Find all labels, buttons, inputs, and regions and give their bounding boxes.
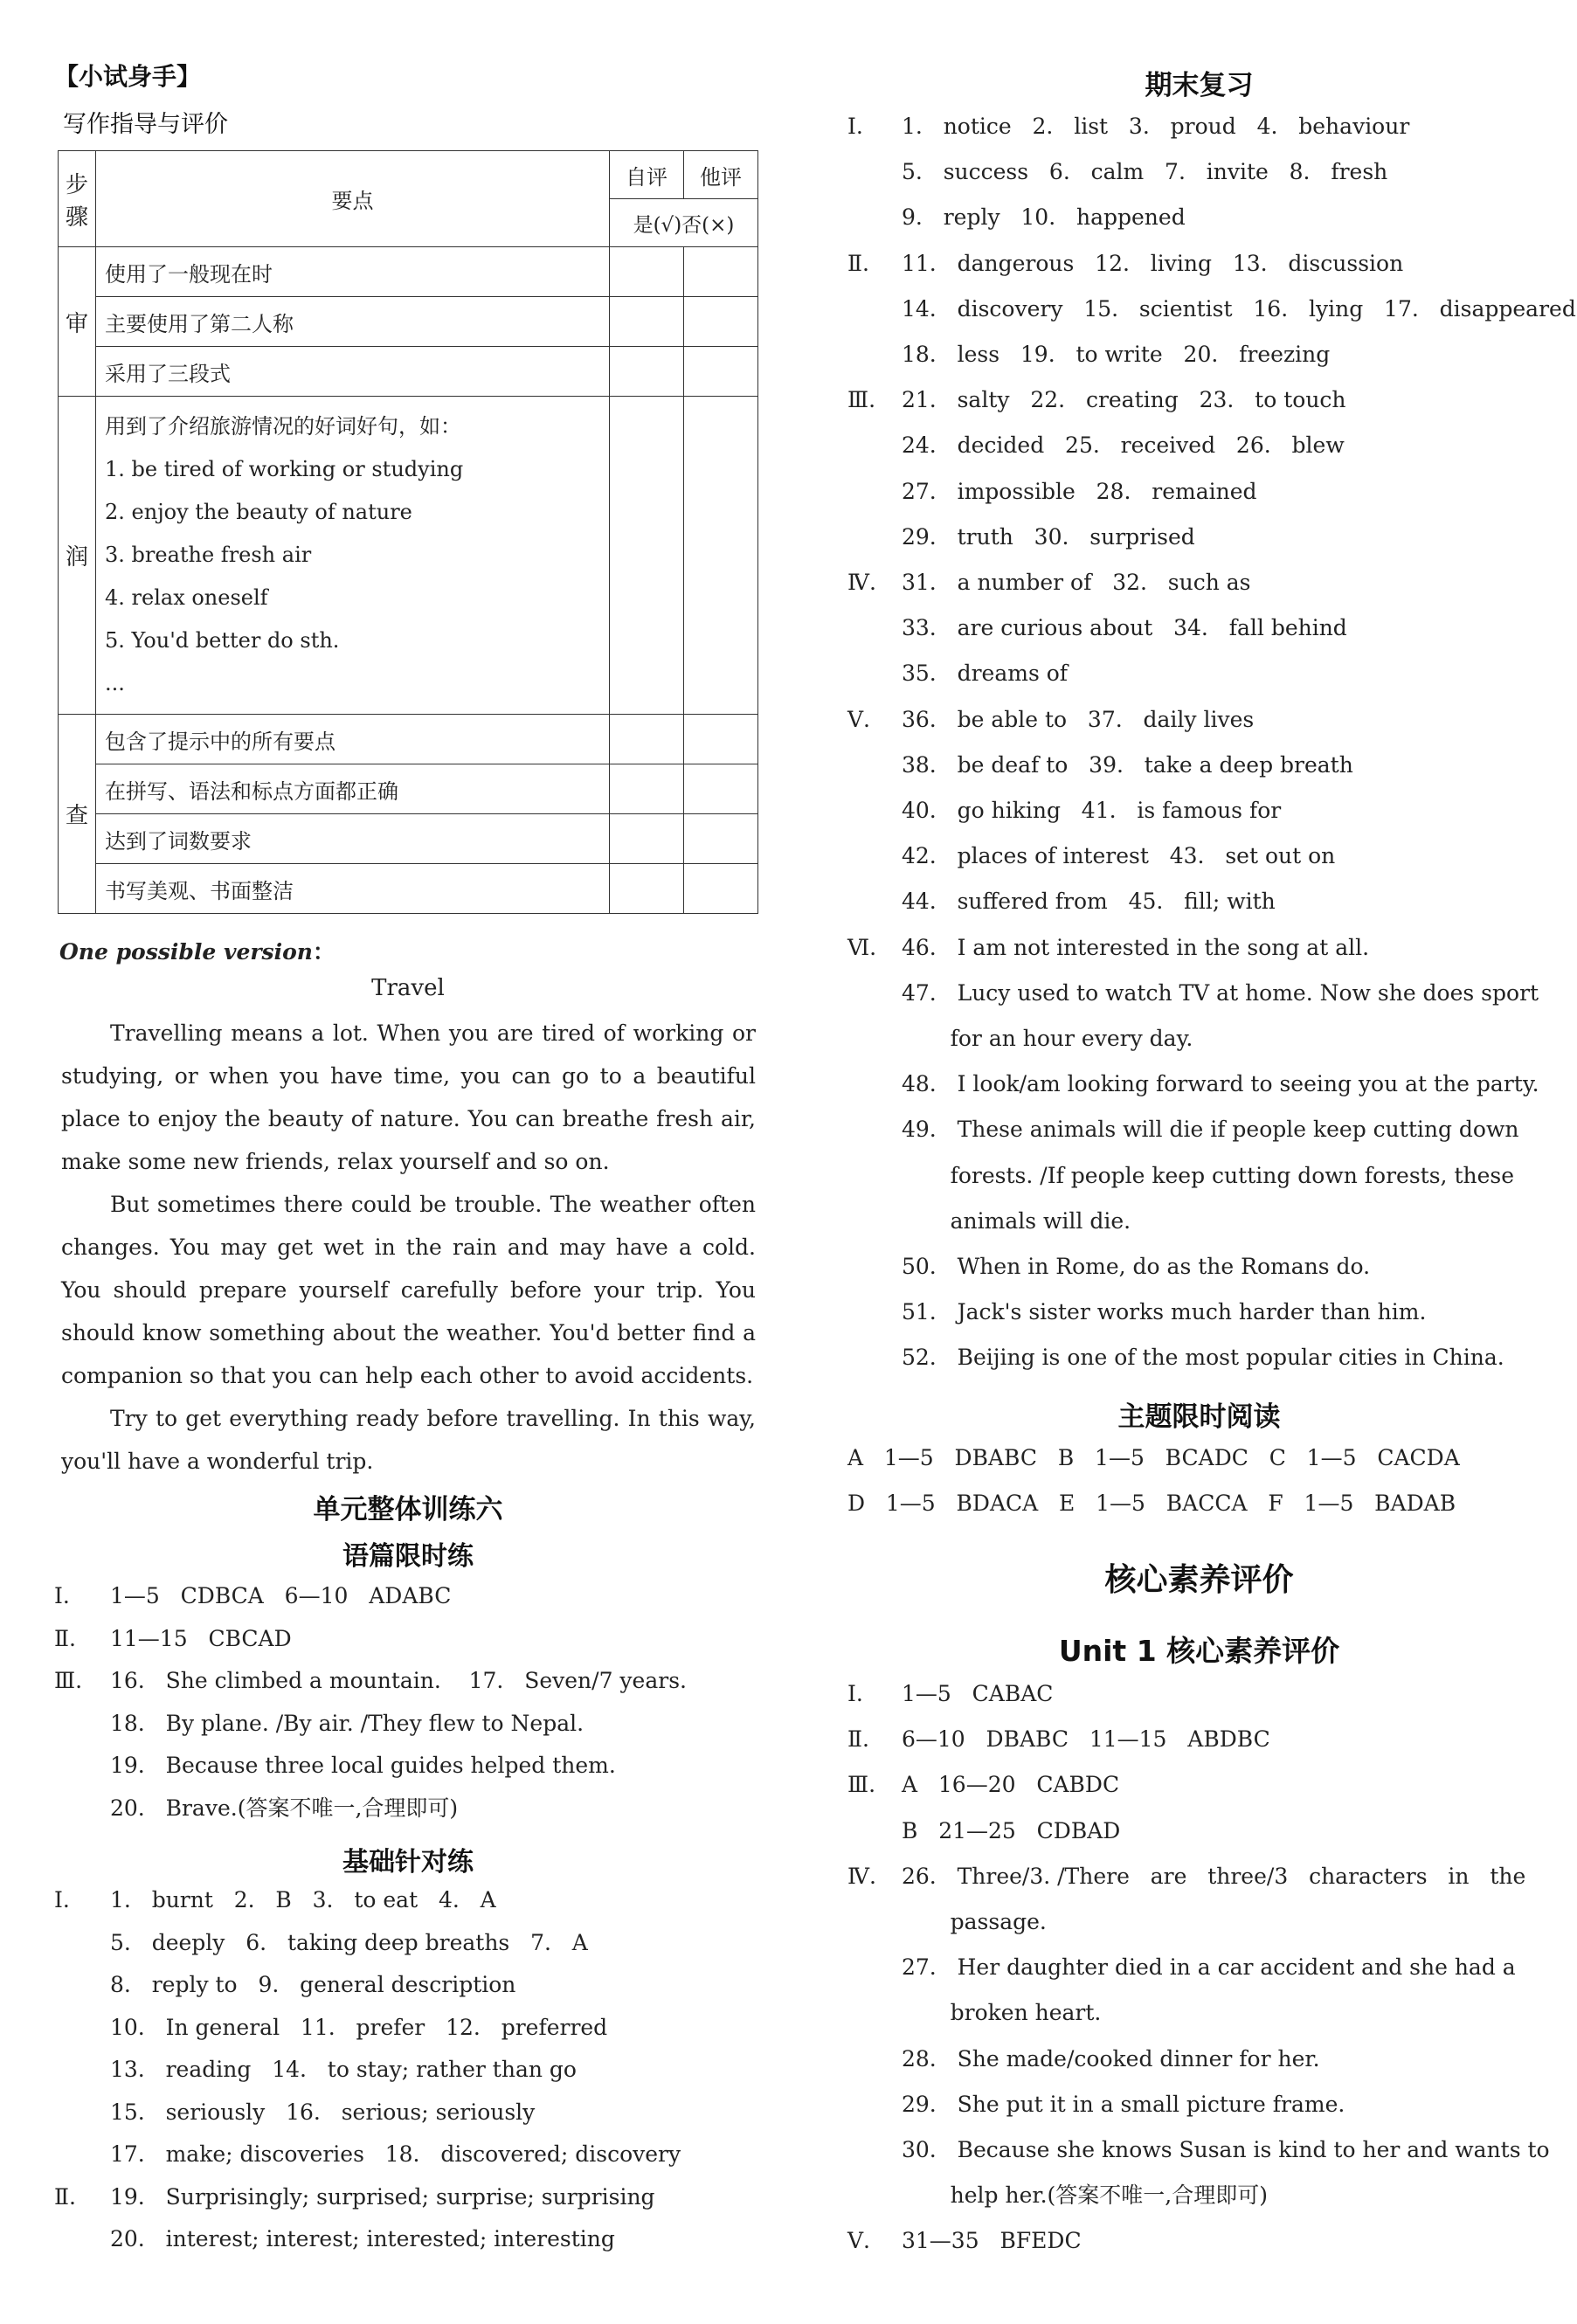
answer-text: 47. Lucy used to watch TV at home. Now she does sport <box>902 979 1539 1006</box>
answer-text: animals will die. <box>902 1207 1131 1234</box>
table-item: 书写美观、书面整洁 <box>96 864 610 914</box>
theme-reading-title: 主题限时阅读 <box>1117 1401 1281 1433</box>
table-item: 主要使用了第二人称 <box>96 297 610 347</box>
answer-text: 13. reading 14. to stay; rather than go <box>110 2057 577 2082</box>
essay-paragraph: But sometimes there could be trouble. The weather often changes. You may get wet in the rain and may have a cold. You should prepare yourself carefully before your trip. You should know something about the weather. You'd better find a companion so that you can help each other to avoid accidents. <box>61 1192 756 1388</box>
answer-line <box>847 2228 1082 2254</box>
answer-text: A 16—20 CABDC <box>902 1772 1120 1798</box>
answer-line <box>54 1797 458 1819</box>
answer-line <box>847 478 1257 504</box>
answer-line <box>847 2045 1320 2072</box>
answer-text: 51. Jack's sister works much harder than him. <box>902 1299 1427 1325</box>
answer-line <box>847 934 1370 960</box>
answer-section-label: Ⅲ. <box>847 387 876 413</box>
answer-line <box>847 1772 1120 1798</box>
answer-line <box>847 1911 1047 1933</box>
core-literacy-title: 核心素养评价 <box>1104 1562 1294 1598</box>
basic-practice-title: 基础针对练 <box>342 1847 474 1878</box>
self-eval-cell[interactable] <box>610 764 684 814</box>
answer-text: 29. truth 30. surprised <box>902 523 1195 550</box>
answer-text: 33. are curious about 34. fall behind <box>902 615 1347 641</box>
self-eval-cell[interactable] <box>610 715 684 764</box>
answer-text: 26. Three/3. /There are three/3 characters in the <box>902 1863 1526 1889</box>
tryout-heading: 【小试身手】 <box>54 62 202 91</box>
answer-line <box>847 1255 1370 1277</box>
answer-text: 28. She made/cooked dinner for her. <box>902 2045 1320 2072</box>
answer-line <box>847 1207 1131 1234</box>
answer-line <box>847 751 1353 778</box>
self-eval-cell[interactable] <box>610 397 684 715</box>
answer-line <box>847 617 1347 639</box>
answer-text: 11—15 CBCAD <box>110 1625 292 1651</box>
answer-text: 38. be deaf to 39. take a deep breath <box>902 751 1353 778</box>
peer-eval-cell[interactable] <box>684 347 758 397</box>
peer-eval-cell[interactable] <box>684 814 758 864</box>
table-item: 5. You'd better do sth. <box>105 628 340 653</box>
answer-section-label: Ⅰ. <box>847 114 863 139</box>
answer-text: for an hour every day. <box>902 1026 1193 1051</box>
answer-line <box>54 1929 588 1955</box>
answer-text: 11. dangerous 12. living 13. discussion <box>902 250 1404 276</box>
self-eval-cell[interactable] <box>610 247 684 297</box>
answer-text: 31. a number of 32. such as <box>902 570 1251 595</box>
answer-text: 1. burnt 2. B 3. to eat 4. A <box>110 1887 496 1912</box>
answer-text: 48. I look/am looking forward to seeing you at the party. <box>902 1071 1539 1097</box>
answer-text: 50. When in Rome, do as the Romans do. <box>902 1254 1371 1279</box>
peer-eval-cell[interactable] <box>684 297 758 347</box>
answer-text: 1—5 CABAC <box>902 1681 1054 1706</box>
answer-text: 27. Her daughter died in a car accident and she had a <box>902 1954 1516 1981</box>
answer-line <box>847 1027 1193 1049</box>
self-eval-cell[interactable] <box>610 347 684 397</box>
answer-line <box>847 115 1409 137</box>
answer-line <box>847 1683 1053 1705</box>
answer-text: 44. suffered from 45. fill; with <box>902 889 1276 915</box>
answer-line <box>54 2016 607 2038</box>
answer-text: 16. She climbed a mountain. 17. Seven/7 years. <box>110 1668 687 1693</box>
answer-line <box>847 1954 1516 1981</box>
answer-text: 52. Beijing is one of the most popular cities in China. <box>902 1345 1504 1371</box>
table-step-review: 审 <box>59 247 96 397</box>
table-header-points: 要点 <box>96 151 610 247</box>
answer-text: 18. less 19. to write 20. freezing <box>902 342 1331 367</box>
answer-line <box>847 432 1345 459</box>
table-item: 4. relax oneself <box>105 585 268 610</box>
answer-text: 20. Brave.(答案不唯一,合理即可) <box>110 1795 459 1821</box>
answer-line <box>847 204 1186 231</box>
answer-text: 46. I am not interested in the song at all. <box>902 934 1370 960</box>
table-item: ... <box>105 671 125 695</box>
essay-title: Travel <box>371 975 445 1001</box>
answer-text: 17. make; discoveries 18. discovered; discovery <box>110 2141 681 2167</box>
answer-section-label: Ⅳ. <box>847 1863 876 1889</box>
answer-text: 20. interest; interest; interested; interesting <box>110 2226 615 2251</box>
answer-line <box>54 1625 292 1651</box>
theme-answer-row: D 1—5 BDACA E 1—5 BACCA F 1—5 BADAB <box>847 1491 1456 1516</box>
answer-section-label: Ⅲ. <box>54 1668 83 1693</box>
answer-text: broken heart. <box>902 2000 1102 2026</box>
answer-section-label: Ⅴ. <box>847 706 871 732</box>
answer-text: help her.(答案不唯一,合理即可) <box>902 2182 1268 2209</box>
answer-line <box>847 1865 1525 1887</box>
answer-line <box>847 295 1576 322</box>
answer-line <box>54 1670 687 1691</box>
answer-line <box>847 389 1346 411</box>
table-item: 采用了三段式 <box>96 347 610 397</box>
answer-line <box>847 2093 1345 2115</box>
answer-line <box>847 161 1387 183</box>
answer-text: 40. go hiking 41. is famous for <box>902 798 1282 823</box>
peer-eval-cell[interactable] <box>684 397 758 715</box>
self-eval-cell[interactable] <box>610 864 684 914</box>
table-item: 3. breathe fresh air <box>105 543 312 567</box>
answer-text: 9. reply 10. happened <box>902 204 1186 231</box>
answer-text: 27. impossible 28. remained <box>902 478 1257 504</box>
answer-text: 15. seriously 16. serious; seriously <box>110 2099 536 2125</box>
answer-text: 31—35 BFEDC <box>902 2228 1082 2254</box>
answer-text: passage. <box>902 1909 1047 1934</box>
answer-line <box>847 2182 1268 2209</box>
answer-line <box>847 1817 1121 1843</box>
table-header-step: 步骤 <box>59 151 96 247</box>
answer-line <box>847 343 1330 365</box>
answer-line <box>54 2101 535 2123</box>
answer-line <box>847 1073 1539 1095</box>
answer-line <box>847 523 1195 550</box>
answer-line <box>847 1117 1519 1143</box>
answer-line <box>847 2139 1550 2161</box>
answer-text: 21. salty 22. creating 23. to touch <box>902 387 1346 413</box>
peer-eval-cell[interactable] <box>684 715 758 764</box>
answer-text: forests. /If people keep cutting down forests, these <box>902 1162 1515 1188</box>
answer-text: 19. Surprisingly; surprised; surprise; surprising <box>110 2183 655 2210</box>
answer-line <box>847 799 1281 821</box>
self-eval-cell[interactable] <box>610 297 684 347</box>
answer-line <box>54 1889 496 1911</box>
answer-text: 42. places of interest 43. set out on <box>902 843 1336 869</box>
answer-text: 5. success 6. calm 7. invite 8. fresh <box>902 159 1388 185</box>
answer-line <box>54 2228 615 2250</box>
answer-line <box>847 1726 1270 1753</box>
answer-section-label: Ⅱ. <box>847 250 869 276</box>
table-header-self: 自评 <box>610 151 684 199</box>
answer-line <box>847 661 1069 687</box>
answer-text: 18. By plane. /By air. /They flew to Nepal. <box>110 1710 584 1736</box>
peer-eval-cell[interactable] <box>684 247 758 297</box>
table-item: 在拼写、语法和标点方面都正确 <box>96 764 610 814</box>
answer-text: 29. She put it in a small picture frame. <box>902 2091 1345 2117</box>
answer-section-label: Ⅱ. <box>847 1726 869 1753</box>
evaluation-table <box>58 150 758 914</box>
possible-version-label <box>59 935 335 966</box>
answer-text: 19. Because three local guides helped them. <box>110 1753 616 1778</box>
unit1-title: Unit 1 核心素养评价 <box>1058 1634 1340 1668</box>
answer-text: 36. be able to 37. daily lives <box>902 706 1255 732</box>
table-step-check: 查 <box>59 715 96 914</box>
answer-line <box>54 1754 616 1776</box>
table-header-yesno: 是(√)否(×) <box>610 199 758 247</box>
answer-text: 5. deeply 6. taking deep breaths 7. A <box>110 1929 588 1955</box>
answer-section-label: Ⅵ. <box>847 934 877 960</box>
answer-line <box>54 1974 515 1995</box>
theme-answer-row: A 1—5 DBABC B 1—5 BCADC C 1—5 CACDA <box>847 1445 1460 1470</box>
answer-line <box>847 2000 1102 2026</box>
answer-text: 10. In general 11. prefer 12. preferred <box>110 2014 608 2040</box>
peer-eval-cell[interactable] <box>684 864 758 914</box>
answer-line <box>54 1712 584 1734</box>
peer-eval-cell[interactable] <box>684 764 758 814</box>
answer-line <box>847 979 1539 1006</box>
answer-text: 24. decided 25. received 26. blew <box>902 432 1345 459</box>
self-eval-cell[interactable] <box>610 814 684 864</box>
answer-text: 35. dreams of <box>902 661 1069 687</box>
answer-section-label: Ⅰ. <box>54 1887 70 1912</box>
unit6-title: 单元整体训练六 <box>313 1494 503 1525</box>
answer-line <box>847 1162 1515 1188</box>
answer-text: 30. Because she knows Susan is kind to her and wants to <box>902 2137 1550 2162</box>
possible-version-colon: ： <box>312 939 335 965</box>
answer-section-label: Ⅴ. <box>847 2228 871 2254</box>
answer-line <box>847 889 1276 915</box>
answer-line <box>847 571 1251 593</box>
answer-line <box>54 2183 655 2210</box>
answer-text: B 21—25 CDBAD <box>902 1817 1121 1843</box>
answer-text: 1—5 CDBCA 6—10 ADABC <box>110 1583 452 1608</box>
answer-section-label: Ⅱ. <box>54 2183 76 2210</box>
answer-line <box>54 2143 681 2165</box>
answer-text: 49. These animals will die if people keep cutting down <box>902 1117 1519 1143</box>
answer-section-label: Ⅰ. <box>54 1583 70 1608</box>
final-review-title: 期末复习 <box>1145 70 1254 101</box>
writing-guide-heading: 写作指导与评价 <box>63 111 228 138</box>
answer-line <box>847 1345 1504 1371</box>
answer-text: 8. reply to 9. general description <box>110 1972 516 1997</box>
answer-line <box>847 1301 1426 1323</box>
answer-line <box>54 1585 451 1607</box>
table-item: 使用了一般现在时 <box>96 247 610 297</box>
answer-line <box>847 706 1255 732</box>
answer-text: 1. notice 2. list 3. proud 4. behaviour <box>902 114 1410 139</box>
essay-paragraph: Try to get everything ready before travelling. In this way, you'll have a wonderful trip. <box>61 1406 756 1474</box>
table-item: 2. enjoy the beauty of nature <box>105 500 412 524</box>
table-item: 达到了词数要求 <box>96 814 610 864</box>
answer-section-label: Ⅰ. <box>847 1681 863 1706</box>
table-header-peer: 他评 <box>684 151 758 199</box>
answer-section-label: Ⅲ. <box>847 1772 876 1798</box>
table-item: 1. be tired of working or studying <box>105 457 464 481</box>
answer-text: 14. discovery 15. scientist 16. lying 17. disappeared <box>902 295 1576 322</box>
essay-paragraph: Travelling means a lot. When you are tired of working or studying, or when you have time, you can go to a beautiful place to enjoy the beauty of nature. You can breathe fresh air, make some new friends, relax yourself and so on. <box>61 1020 756 1174</box>
possible-version-text: One possible version <box>59 939 313 965</box>
answer-section-label: Ⅱ. <box>54 1625 76 1651</box>
table-item: 用到了介绍旅游情况的好词好句，如： <box>105 414 461 439</box>
answer-line <box>847 845 1335 867</box>
answer-line <box>54 2058 577 2080</box>
answer-text: 6—10 DBABC 11—15 ABDBC <box>902 1726 1270 1753</box>
table-item: 包含了提示中的所有要点 <box>96 715 610 764</box>
table-step-polish: 润 <box>59 397 96 715</box>
passage-practice-title: 语篇限时练 <box>342 1541 474 1572</box>
answer-line <box>847 252 1403 274</box>
essay-body <box>61 1012 756 1483</box>
table-item-phrases <box>96 397 610 715</box>
answer-section-label: Ⅳ. <box>847 570 876 595</box>
